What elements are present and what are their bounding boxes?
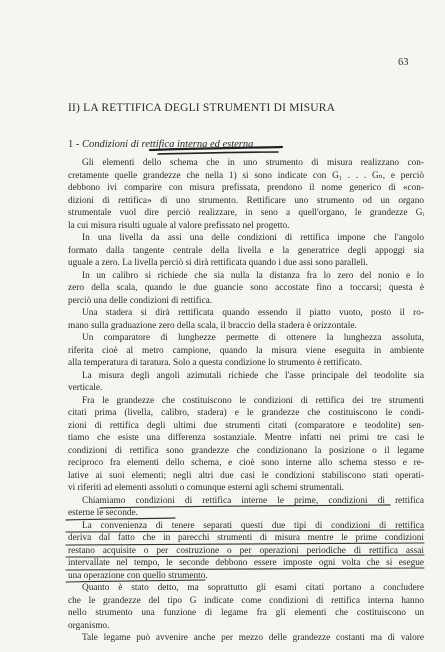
body-line: Fra le grandezze che costituiscono le condizioni di rettifica dei tre strumenti — [82, 395, 424, 406]
body-line: Una stadera si dirà rettificata quando essendo il piatto vuoto, posto il ro- — [82, 308, 424, 318]
body-line: vi riferiti ad elementi assoluti o comunque esterni agli schemi strumentali. — [68, 483, 344, 493]
body-line: deriva dal fatto che in parecchi strumenti di misura mentre le prime condizioni — [68, 533, 424, 543]
body-line: citati prima (livella, calibro, stadera) e le grandezze che costituiscono le condi- — [68, 408, 424, 418]
body-line: alla temperatura di taratura. Solo a questa condizione lo strumento è rettificato. — [68, 358, 363, 368]
body-line: riferita cioè al metro campione, quando la misura viene eseguita in ambiente — [68, 345, 424, 356]
body-line: restano acquisite o per costruzione o per operazioni periodiche di rettifica assai — [68, 545, 424, 556]
body-line: esterne le seconde. — [68, 508, 138, 518]
body-line: Chiamiamo condizioni di rettifica interne le prime, condizioni di rettifica — [82, 495, 424, 506]
section-heading — [68, 139, 253, 150]
body-line: Tale legame può avvenire anche per mezzo delle grandezze costanti ma di valore — [82, 633, 424, 643]
body-line: verticale. — [68, 383, 103, 393]
body-line: che le grandezze del tipo G indicate come condizioni di rettifica interna hanno — [68, 595, 424, 606]
body-line: formato dalla tangente centrale della livella e la generatrice degli appoggi sia — [68, 245, 424, 256]
body-line: strumentale vuol dire perciò realizzare, in seno a quell'organo, le grandezze Gᵢ — [68, 208, 424, 218]
chapter-heading: II) LA RETTIFICA DEGLI STRUMENTI DI MISURA — [68, 102, 336, 114]
body-line: la cui misura risulti uguale al valore prefissato nel progetto. — [68, 220, 290, 231]
body-text — [68, 157, 424, 645]
body-line: La convenienza di tenere separati questi due tipi di condizioni di rettifica — [82, 520, 424, 531]
body-line: lative ai suoi elementi; negli altri due casi le condizioni stabiliscono stati operati- — [68, 470, 424, 481]
body-line: Gli elementi dello schema che in uno strumento di misura realizzano con- — [82, 158, 424, 168]
body-line: Un comparatore di lunghezze permette di ottenere la lunghezza assoluta, — [82, 333, 424, 343]
body-line: zioni di rettifica degli ultimi due strumenti citati (comparatore e teodolite) sen- — [68, 420, 424, 431]
body-line: condizioni di rettifica sono grandezze che condizionano la posizione o il legame — [68, 445, 424, 456]
body-line: debbono ivi comparire con misura prefissata, prendono il nome generico di «con- — [68, 183, 424, 193]
body-line: perciò una delle condizioni di rettifica. — [68, 295, 213, 306]
body-line: Quanto è stato detto, ma soprattutto gli esami citati portano a concludere — [82, 583, 424, 593]
body-line: In un calibro si richiede che sia nulla la distanza fra lo zero del nonio e lo — [82, 270, 424, 281]
body-line: una operazione con quello strumento. — [68, 570, 208, 581]
body-line: reciproco fra elementi dello schema, e cioè sono interne allo schema stesso e re- — [68, 458, 424, 468]
body-line: organismo. — [68, 620, 110, 631]
body-line: intervallate nel tempo, le seconde debbono essere imposte ogni volta che si esegue — [68, 558, 424, 568]
body-line: In una livella da assi una delle condizioni di rettifica impone che l'angolo — [82, 233, 424, 243]
section-number: 1 - — [68, 139, 80, 150]
body-line: tiamo che esiste una differenza sostanziale. Mentre infatti nei primi tre casi le — [68, 433, 424, 443]
body-line: zero della scala, quando le due guancie sono accostate fino a toccarsi; questa è — [68, 283, 424, 293]
body-line: mano sulla graduazione zero della scala, il braccio della stadera è orizzontale. — [68, 320, 357, 331]
body-line: uguale a zero. La livella perciò si dirà rettificata quando i due assi sono paralleli. — [68, 258, 368, 268]
section-title: Condizioni di rettifica interna ed esterna — [82, 139, 254, 150]
body-line: cretamente quelle grandezze che nella 1) si sono indicate con G₁ . . . Gₙ, e perciò — [68, 170, 424, 181]
underline-mark — [158, 152, 278, 154]
body-line: dizioni di rettifica» di uno strumento. Rettificare uno strumento od un organo — [68, 195, 424, 206]
page-number: 63 — [398, 57, 409, 68]
body-line: nello strumento una funzione di legame fra gli elementi che costituiscono un — [68, 608, 424, 618]
body-line: La misura degli angoli azimutali richiede che l'asse principale del teodolite sia — [82, 370, 424, 381]
